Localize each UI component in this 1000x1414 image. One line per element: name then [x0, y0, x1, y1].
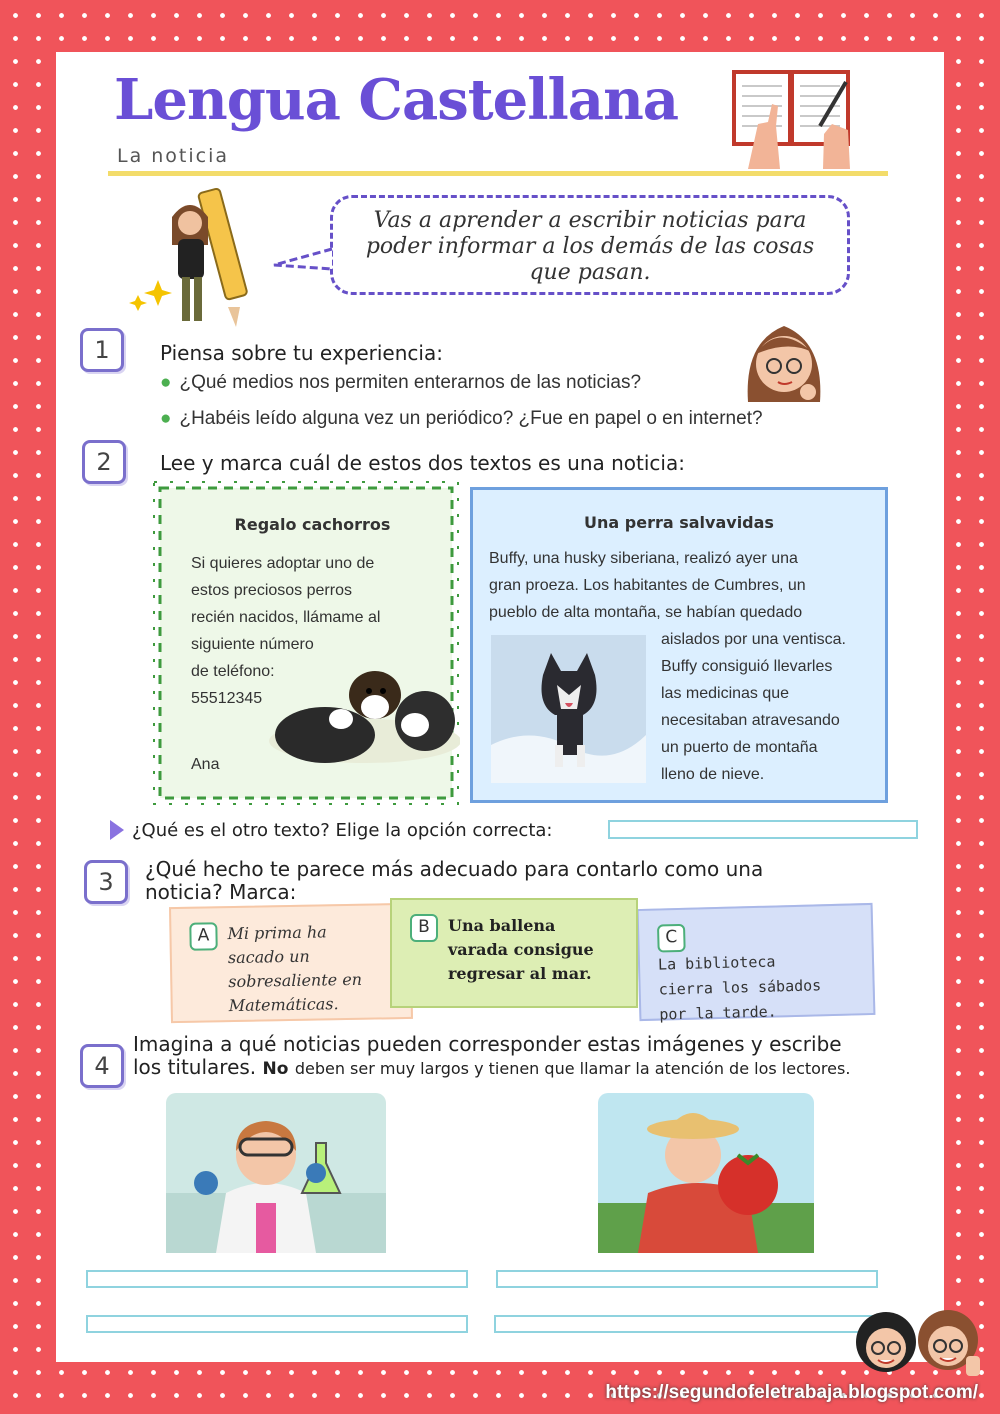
- section-1-number: 1: [80, 328, 124, 372]
- section-1-bullet: ● ¿Habéis leído alguna vez un periódico? ¿Fue en papel o en internet?: [160, 408, 763, 429]
- puppies-image: [265, 655, 460, 765]
- option-a-card[interactable]: [169, 903, 413, 1023]
- card-b-body-top: Buffy, una husky siberiana, realizó ayer una gran proeza. Los habitantes de Cumbres, un pueblo de alta montaña, se habían quedado: [489, 550, 806, 621]
- play-arrow-icon: [110, 820, 126, 840]
- option-b-text: Una ballena varada consigue regresar al mar.: [448, 916, 594, 983]
- card-b-body-side: aislados por una ventisca. Buffy consiguió llevarles las medicinas que necesitaban atravesando un puerto de montaña lleno de nieve.: [661, 631, 846, 783]
- book-writing-icon: [728, 64, 858, 172]
- headline-input-4[interactable]: [494, 1315, 876, 1333]
- thinking-girl-avatar-icon: [738, 312, 830, 408]
- headline-input-3[interactable]: [86, 1315, 468, 1333]
- option-a-letter: A: [189, 922, 217, 950]
- section-4-number: 4: [80, 1044, 124, 1088]
- other-text-answer-input[interactable]: [608, 820, 918, 839]
- husky-in-snow-image: [491, 635, 646, 783]
- card-a-title: Regalo cachorros: [234, 515, 391, 534]
- card-b-title: Una perra salvavidas: [584, 513, 774, 532]
- farmer-with-tomato-illustration: [598, 1093, 814, 1253]
- page-title: Lengua Castellana: [114, 67, 679, 133]
- section-1-bullet: ● ¿Qué medios nos permiten enterarnos de las noticias?: [160, 372, 642, 393]
- option-b-letter: B: [410, 914, 438, 942]
- section-2-question: ¿Qué es el otro texto? Elige la opción correcta:: [132, 820, 553, 841]
- page-subtitle: La noticia: [117, 145, 230, 167]
- teacher-with-pencil-icon: [128, 185, 263, 330]
- scientist-illustration: [166, 1093, 386, 1253]
- speech-bubble-tail: [272, 245, 334, 275]
- option-a-text: Mi prima ha sacado un sobresaliente en Matemáticas.: [227, 922, 363, 1016]
- section-4-heading: Imagina a qué noticias pueden corresponder estas imágenes y escribe los titulares. No deben ser muy largos y tienen que llamar la atención de los lectores.: [133, 1032, 851, 1079]
- speech-bubble: Vas a aprender a escribir noticias para poder informar a los demás de las cosas que pasan.: [330, 195, 850, 295]
- section-2-heading: Lee y marca cuál de estos dos textos es una noticia:: [160, 451, 685, 475]
- option-b-card[interactable]: [390, 898, 638, 1008]
- option-c-card[interactable]: [637, 903, 876, 1024]
- card-a-signature: Ana: [191, 756, 220, 773]
- headline-input-2[interactable]: [496, 1270, 878, 1288]
- section-1-heading: Piensa sobre tu experiencia:: [160, 341, 443, 365]
- section-3-heading: ¿Qué hecho te parece más adecuado para contarlo como una noticia? Marca:: [145, 857, 764, 904]
- section-2-number: 2: [82, 440, 126, 484]
- option-c-text: La biblioteca cierra los sábados por la tarde.: [657, 952, 822, 1024]
- section-3-number: 3: [84, 860, 128, 904]
- card-a-body: Si quieres adoptar uno de estos preciosos perros recién nacidos, llámame al siguiente número de teléfono: 55512345: [191, 555, 381, 707]
- headline-input-1[interactable]: [86, 1270, 468, 1288]
- blog-url[interactable]: https://segundofeletrabaja.blogspot.com/: [605, 1382, 978, 1403]
- option-c-letter: C: [657, 924, 686, 953]
- author-avatars-icon: [848, 1300, 988, 1386]
